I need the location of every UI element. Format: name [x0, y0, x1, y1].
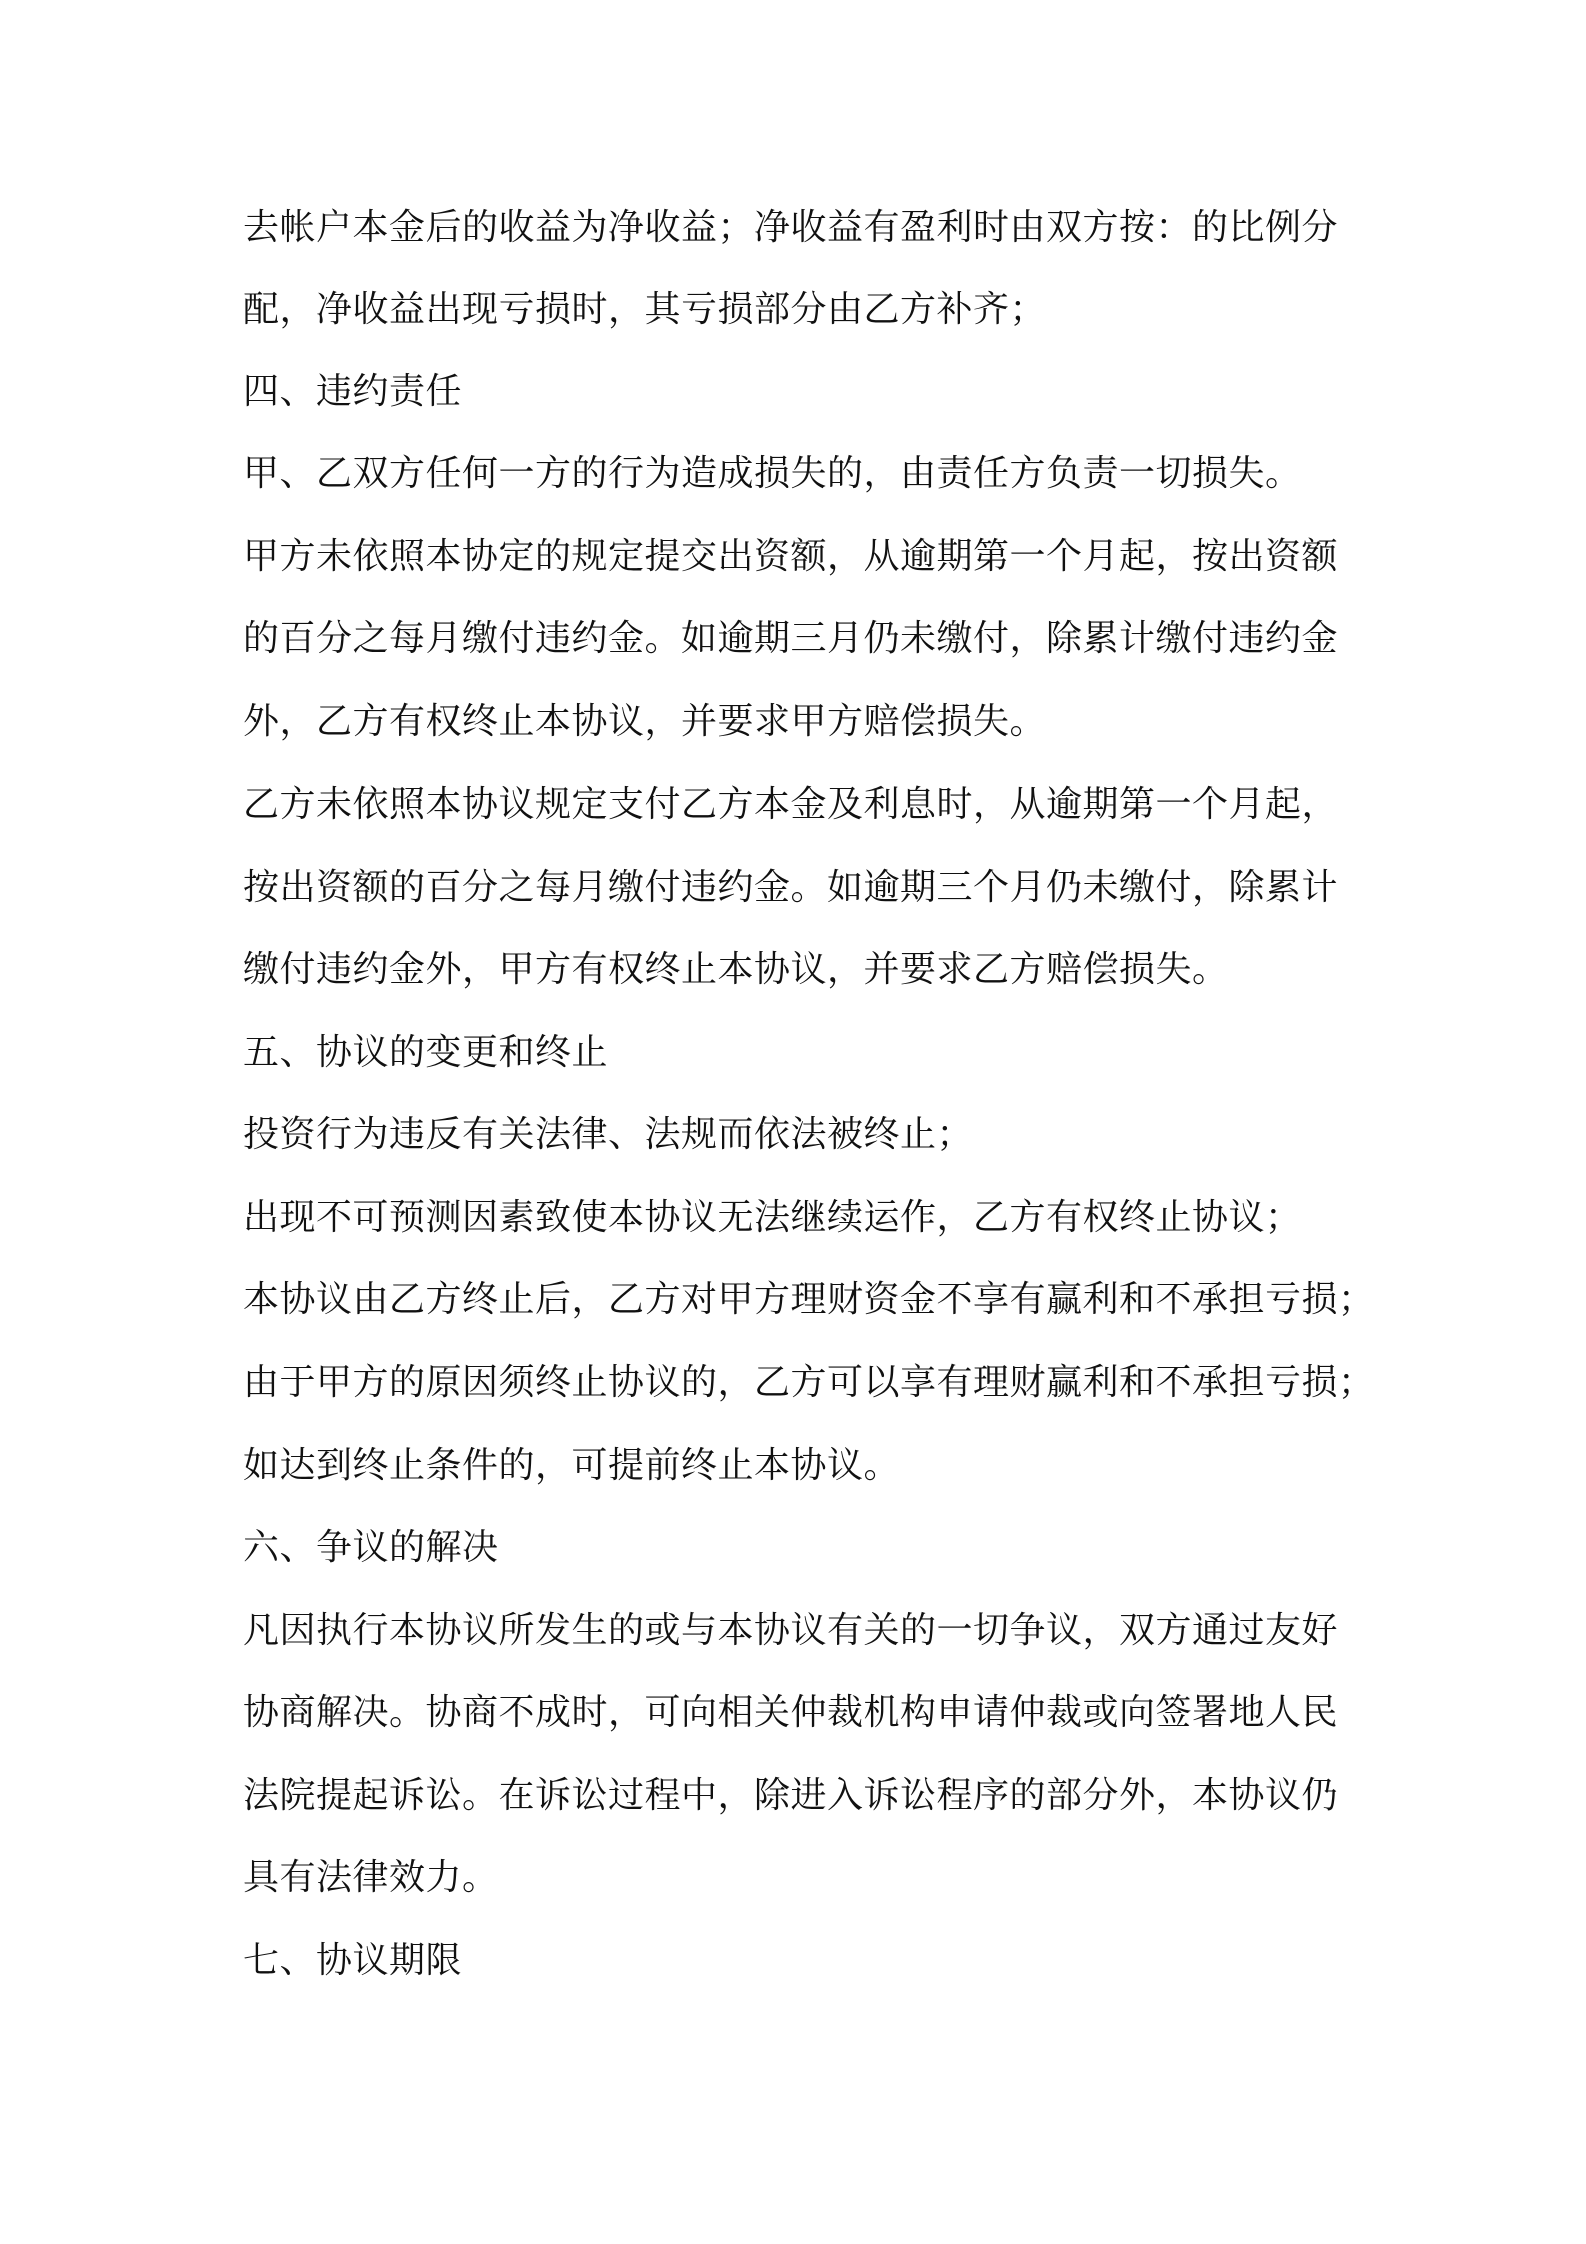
text-line: 的百分之每月缴付违约金。如逾期三月仍未缴付，除累计缴付违约金 [243, 618, 1339, 659]
section-heading: 五、协议的变更和终止 [243, 1032, 609, 1073]
section-heading: 六、争议的解决 [243, 1527, 499, 1568]
text-line: 投资行为违反有关法律、法规而依法被终止； [243, 1114, 974, 1155]
text-line: 甲方未依照本协定的规定提交出资额，从逾期第一个月起，按出资额 [243, 536, 1339, 577]
section-heading: 七、协议期限 [243, 1940, 463, 1981]
text-line: 缴付违约金外，甲方有权终止本协议，并要求乙方赔偿损失。 [243, 949, 1229, 990]
section-heading: 四、违约责任 [243, 371, 463, 412]
text-line: 本协议由乙方终止后，乙方对甲方理财资金不享有赢利和不承担亏损； [243, 1279, 1375, 1320]
text-line: 配，净收益出现亏损时，其亏损部分由乙方补齐； [243, 289, 1047, 330]
text-line: 由于甲方的原因须终止协议的，乙方可以享有理财赢利和不承担亏损； [243, 1362, 1375, 1403]
text-line: 按出资额的百分之每月缴付违约金。如逾期三个月仍未缴付，除累计 [243, 867, 1339, 908]
text-line: 出现不可预测因素致使本协议无法继续运作，乙方有权终止协议； [243, 1197, 1302, 1238]
text-line: 法院提起诉讼。在诉讼过程中，除进入诉讼程序的部分外，本协议仍 [243, 1775, 1339, 1816]
text-line: 去帐户本金后的收益为净收益；净收益有盈利时由双方按：的比例分 [243, 207, 1339, 248]
text-line: 乙方未依照本协议规定支付乙方本金及利息时，从逾期第一个月起， [243, 784, 1339, 825]
text-line: 协商解决。协商不成时，可向相关仲裁机构申请仲裁或向签署地人民 [243, 1692, 1339, 1733]
text-line: 如达到终止条件的，可提前终止本协议。 [243, 1445, 901, 1486]
text-line: 外，乙方有权终止本协议，并要求甲方赔偿损失。 [243, 701, 1047, 742]
text-line: 甲、乙双方任何一方的行为造成损失的，由责任方负责一切损失。 [243, 453, 1302, 494]
text-line: 凡因执行本协议所发生的或与本协议有关的一切争议，双方通过友好 [243, 1610, 1339, 1651]
text-line: 具有法律效力。 [243, 1857, 499, 1898]
